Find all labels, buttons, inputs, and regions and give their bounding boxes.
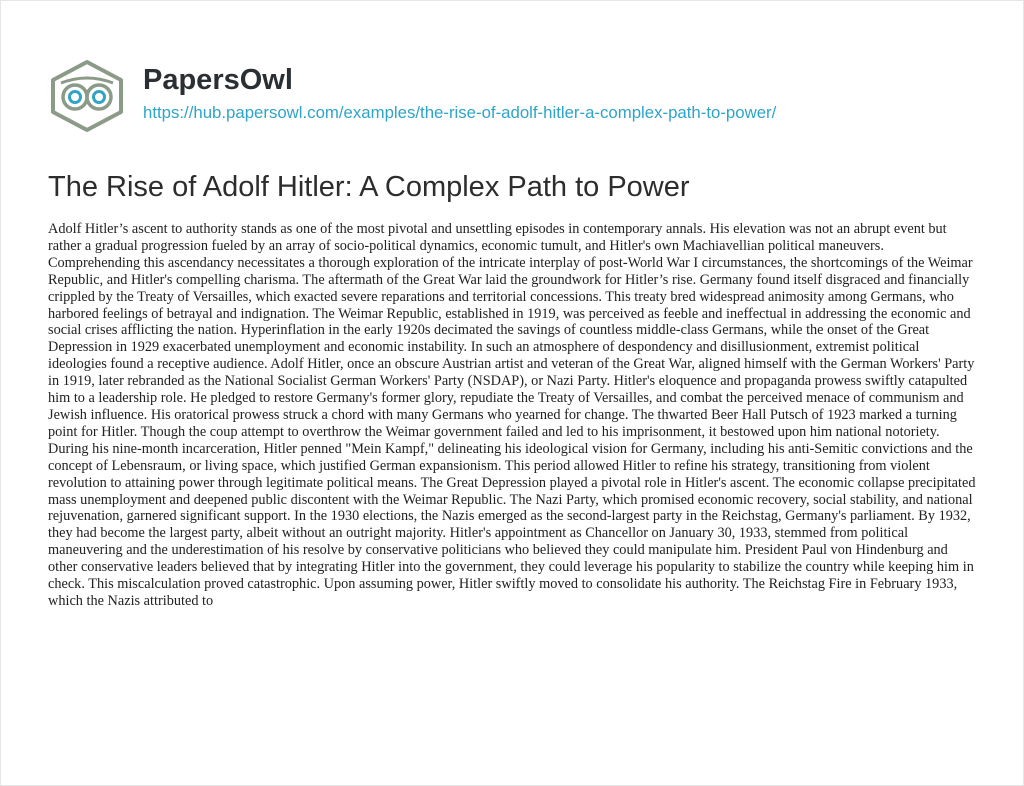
brand-name: PapersOwl [143,63,293,96]
article-body: Adolf Hitler’s ascent to authority stands as one of the most pivotal and unsettling episodes in contemporary annals. His elevation was not an abrupt event but rather a gradual progression fueled by an array of socio-political dynamics, economic tumult, and Hitler's own Machiavellian political maneuvers. Comprehending this ascendancy necessitates a thorough exploration of the intricate interplay of post-World War I circumstances, the shortcomings of the Weimar Republic, and Hitler's compelling charisma. The aftermath of the Great War laid the groundwork for Hitler’s rise. Germany found itself disgraced and financially crippled by the Treaty of Versailles, which exacted severe reparations and territorial concessions. This treaty bred widespread animosity among Germans, who harbored feelings of betrayal and indignation. The Weimar Republic, established in 1919, was perceived as feeble and ineffectual in addressing the economic and social crises afflicting the nation. Hyperinflation in the early 1920s decimated the savings of countless middle-class Germans, while the onset of the Great Depression in 1929 exacerbated unemployment and economic instability. In such an atmosphere of despondency and disillusionment, extremist political ideologies found a receptive audience. Adolf Hitler, once an obscure Austrian artist and veteran of the Great War, aligned himself with the German Workers' Party in 1919, later rebranded as the National Socialist German Workers' Party (NSDAP), or Nazi Party. Hitler's eloquence and propaganda prowess swiftly catapulted him to a leadership role. He pledged to restore Germany's former glory, repudiate the Treaty of Versailles, and combat the perceived menace of communism and Jewish influence. His oratorical prowess struck a chord with many Germans who yearned for change. The thwarted Beer Hall Putsch of 1923 marked a turning point for Hitler. Though the coup attempt to overthrow the Weimar government failed and led to his imprisonment, it bestowed upon him national notoriety. During his nine-month incarceration, Hitler penned "Mein Kampf," delineating his ideological vision for Germany, including his anti-Semitic convictions and the concept of Lebensraum, or living space, which justified German expansionism. This period allowed Hitler to refine his strategy, transitioning from violent revolution to attaining power through legitimate political means. The Great Depression played a pivotal role in Hitler's ascent. The economic collapse precipitated mass unemployment and deepened public discontent with the Weimar Republic. The Nazi Party, which promised economic recovery, social stability, and national rejuvenation, garnered significant support. In the 1930 elections, the Nazis emerged as the second-largest party in the Reichstag, Germany's parliament. By 1932, they had become the largest party, albeit without an outright majority. Hitler's appointment as Chancellor on January 30, 1933, stemmed from political maneuvering and the underestimation of his resolve by conservative politicians who believed they could manipulate him. President Paul von Hindenburg and other conservative leaders believed that by integrating Hitler into the government, they could leverage his popularity to stabilize the country while keeping him in check. This miscalculation proved catastrophic. Upon assuming power, Hitler swiftly moved to consolidate his authority. The Reichstag Fire in February 1933, which the Nazis attributed to [48,221,976,609]
source-url-link[interactable]: https://hub.papersowl.com/examples/the-rise-of-adolf-hitler-a-complex-path-to-power/ [143,102,777,122]
owl-eyes-logo-icon [47,59,127,133]
brand-header [47,59,776,133]
brand-text [143,63,777,123]
article-title: The Rise of Adolf Hitler: A Complex Path to Power [48,171,690,203]
